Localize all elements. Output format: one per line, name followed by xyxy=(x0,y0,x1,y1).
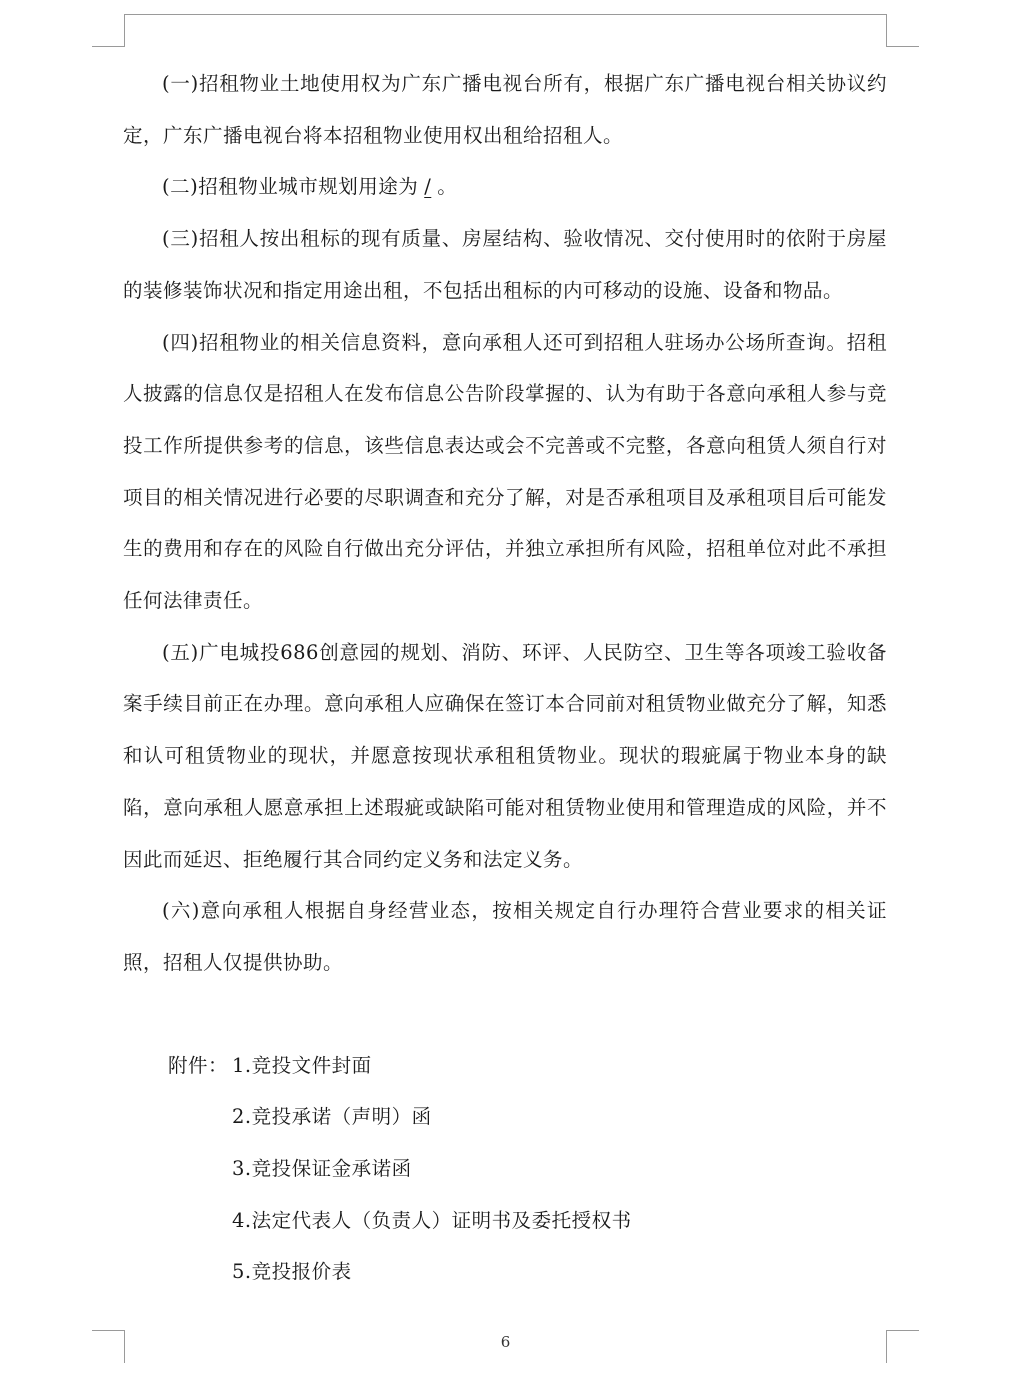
attachment-item xyxy=(123,1040,887,1092)
crop-mark-top-right xyxy=(886,14,919,47)
attachment-item xyxy=(123,1246,887,1298)
attachment-item xyxy=(123,1091,887,1143)
page-top-edge xyxy=(124,14,886,15)
clause-5: (五)广电城投686创意园的规划、消防、环评、人民防空、卫生等各项竣工验收备案手续目前正在办理。意向承租人应确保在签订本合同前对租赁物业做充分了解，知悉和认可租赁物业的现状，并愿意按现状承租租赁物业。现状的瑕疵属于物业本身的缺陷，意向承租人愿意承担上述瑕疵或缺陷可能对租赁物业使用和管理造成的风险，并不因此而延迟、拒绝履行其合同约定义务和法定义务。 xyxy=(123,640,887,871)
page-number: 6 xyxy=(500,1333,511,1351)
crop-mark-top-left xyxy=(92,14,125,47)
attachment-item xyxy=(123,1195,887,1247)
clause-6: (六)意向承租人根据自身经营业态，按相关规定自行办理符合营业要求的相关证照，招租人仅提供协助。 xyxy=(123,899,887,974)
attachment-item xyxy=(123,1143,887,1195)
attachment-item-text: 3.竞投保证金承诺函 xyxy=(232,1157,412,1181)
clause-2 xyxy=(123,161,887,213)
attachment-item-text: 4.法定代表人（负责人）证明书及委托授权书 xyxy=(232,1208,632,1232)
clause-2-end: 。 xyxy=(437,175,458,199)
planned-use-blank: / xyxy=(424,175,432,199)
clause-1: (一)招租物业土地使用权为广东广播电视台所有，根据广东广播电视台相关协议约定，广东广播电视台将本招租物业使用权出租给招租人。 xyxy=(123,72,887,147)
clause-3: (三)招租人按出租标的现有质量、房屋结构、验收情况、交付使用时的依附于房屋的装修装饰状况和指定用途出租，不包括出租标的内可移动的设施、设备和物品。 xyxy=(123,227,887,302)
clause-4: (四)招租物业的相关信息资料，意向承租人还可到招租人驻场办公场所查询。招租人披露的信息仅是招租人在发布信息公告阶段掌握的、认为有助于各意向承租人参与竞投工作所提供参考的信息，该些信息表达或会不完善或不完整，各意向租赁人须自行对项目的相关情况进行必要的尽职调查和充分了解，对是否承租项目及承租项目后可能发生的费用和存在的风险自行做出充分评估，并独立承担所有风险，招租单位对此不承担任何法律责任。 xyxy=(123,330,887,613)
attachment-item-text: 1.竞投文件封面 xyxy=(232,1053,372,1077)
attachment-item-text: 2.竞投承诺（声明）函 xyxy=(232,1105,432,1129)
clause-2-text: (二)招租物业城市规划用途为 xyxy=(162,175,419,199)
attachments-list xyxy=(123,1040,887,1299)
document-body xyxy=(123,58,887,1298)
attachments-label: 附件： xyxy=(168,1053,229,1077)
attachment-item-text: 5.竞投报价表 xyxy=(232,1260,352,1284)
